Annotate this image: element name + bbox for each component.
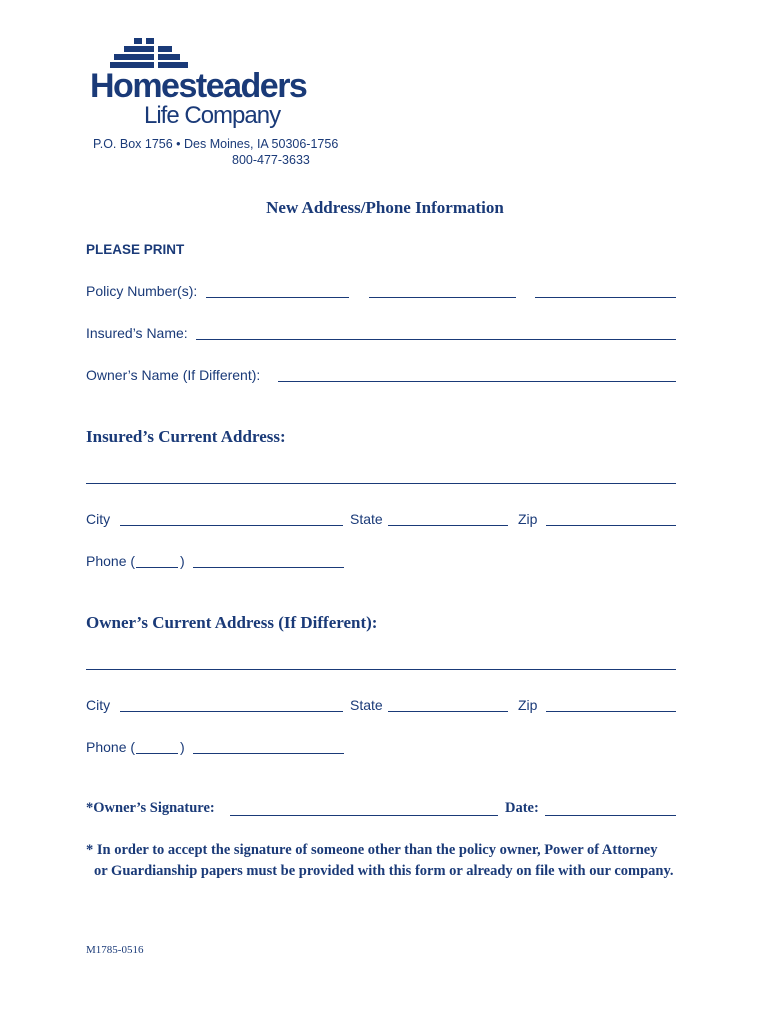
company-phone: 800-477-3633	[232, 153, 310, 167]
owner-phone-label: Phone (	[86, 739, 136, 755]
insured-city-field[interactable]	[120, 525, 343, 526]
owner-state-field[interactable]	[388, 711, 508, 712]
company-address: P.O. Box 1756 • Des Moines, IA 50306-1756	[93, 137, 339, 151]
form-title: New Address/Phone Information	[266, 198, 504, 217]
owner-signature-field[interactable]	[230, 815, 498, 816]
insured-phone-label: Phone (	[86, 553, 136, 569]
company-subname: Life Company	[144, 102, 281, 129]
insured-state-field[interactable]	[388, 525, 508, 526]
insured-address-heading: Insured’s Current Address:	[86, 427, 286, 446]
form-code: M1785-0516	[86, 944, 144, 956]
owner-zip-field[interactable]	[546, 711, 676, 712]
owner-address-heading: Owner’s Current Address (If Different):	[86, 613, 378, 632]
insured-zip-label: Zip	[518, 511, 538, 527]
owner-signature-label: *Owner’s Signature:	[86, 800, 215, 816]
owner-zip-label: Zip	[518, 697, 538, 713]
policy-number-field-2[interactable]	[369, 297, 516, 298]
owner-name-field[interactable]	[278, 381, 676, 382]
insured-city-label: City	[86, 511, 111, 527]
owner-phone-paren: )	[180, 739, 185, 755]
owner-area-code-field[interactable]	[136, 753, 178, 754]
signature-date-field[interactable]	[545, 815, 676, 816]
policy-number-label: Policy Number(s):	[86, 283, 198, 299]
signature-note-line-2: or Guardianship papers must be provided with this form or already on file with our company.	[94, 863, 674, 879]
owner-city-field[interactable]	[120, 711, 343, 712]
insured-name-label: Insured’s Name:	[86, 325, 188, 341]
insured-zip-field[interactable]	[546, 525, 676, 526]
insured-name-field[interactable]	[196, 339, 676, 340]
owner-phone-field[interactable]	[193, 753, 344, 754]
signature-note-line-1: * In order to accept the signature of someone other than the policy owner, Power of Attorney	[86, 842, 658, 858]
owner-state-label: State	[350, 697, 383, 713]
owner-city-label: City	[86, 697, 111, 713]
insured-phone-field[interactable]	[193, 567, 344, 568]
please-print-label: PLEASE PRINT	[86, 242, 185, 257]
policy-number-field-3[interactable]	[535, 297, 676, 298]
company-name: Homesteaders	[90, 67, 307, 105]
policy-number-field-1[interactable]	[206, 297, 349, 298]
owner-street-field[interactable]	[86, 669, 676, 670]
insured-area-code-field[interactable]	[136, 567, 178, 568]
insured-street-field[interactable]	[86, 483, 676, 484]
insured-state-label: State	[350, 511, 383, 527]
insured-phone-paren: )	[180, 553, 185, 569]
signature-date-label: Date:	[505, 800, 539, 816]
owner-name-label: Owner’s Name (If Different):	[86, 367, 261, 383]
